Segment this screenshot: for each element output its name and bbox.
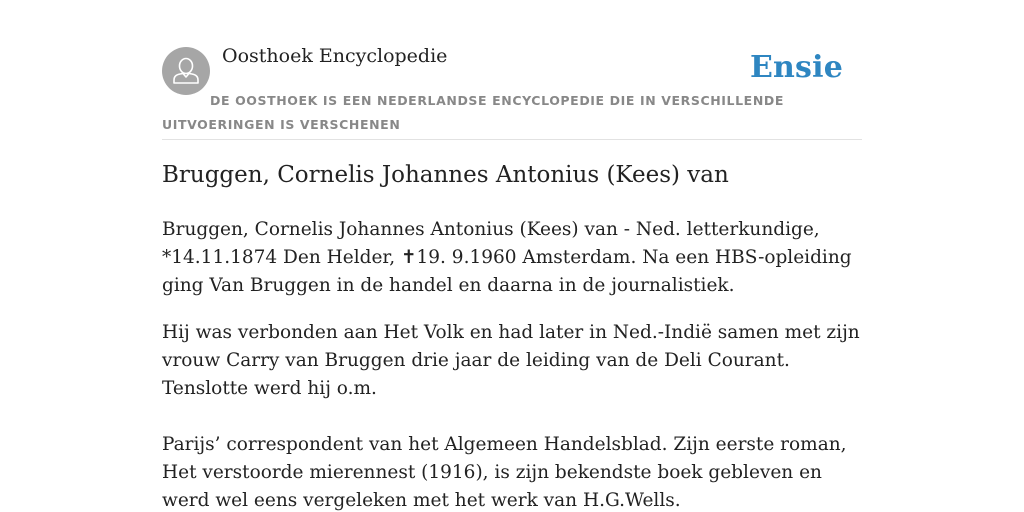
- page-container: [162, 0, 862, 511]
- article-body: [162, 216, 862, 512]
- article-paragraph: Bruggen, Cornelis Johannes Antonius (Kees) van - Ned. letterkundige, *14.11.1874 Den Helder, ✝19. 9.1960 Amsterdam. Na een HBS-opleiding ging Van Bruggen in de handel en daarna in de journalistiek.: [162, 219, 852, 296]
- avatar[interactable]: [162, 47, 210, 95]
- article-paragraph: Parijs’ correspondent van het Algemeen Handelsblad. Zijn eerste roman, Het verstoorde mierennest (1916), is zijn bekendste boek gebleven en werd wel eens vergeleken met het werk van H.G.Wells.: [162, 434, 847, 511]
- article-paragraph: Hij was verbonden aan Het Volk en had later in Ned.-Indië samen met zijn vrouw Carry van Bruggen drie jaar de leiding van de Deli Courant. Tenslotte werd hij o.m.: [162, 322, 860, 399]
- article-title: Bruggen, Cornelis Johannes Antonius (Kees) van: [162, 162, 729, 188]
- source-header: [162, 0, 862, 140]
- brand-logo[interactable]: Ensie: [749, 50, 843, 85]
- source-title[interactable]: Oosthoek Encyclopedie: [222, 45, 448, 67]
- user-icon: [162, 47, 210, 95]
- source-description: DE OOSTHOEK IS EEN NEDERLANDSE ENCYCLOPEDIE DIE IN VERSCHILLENDE UITVOERINGEN IS VERSCHENEN: [162, 93, 784, 132]
